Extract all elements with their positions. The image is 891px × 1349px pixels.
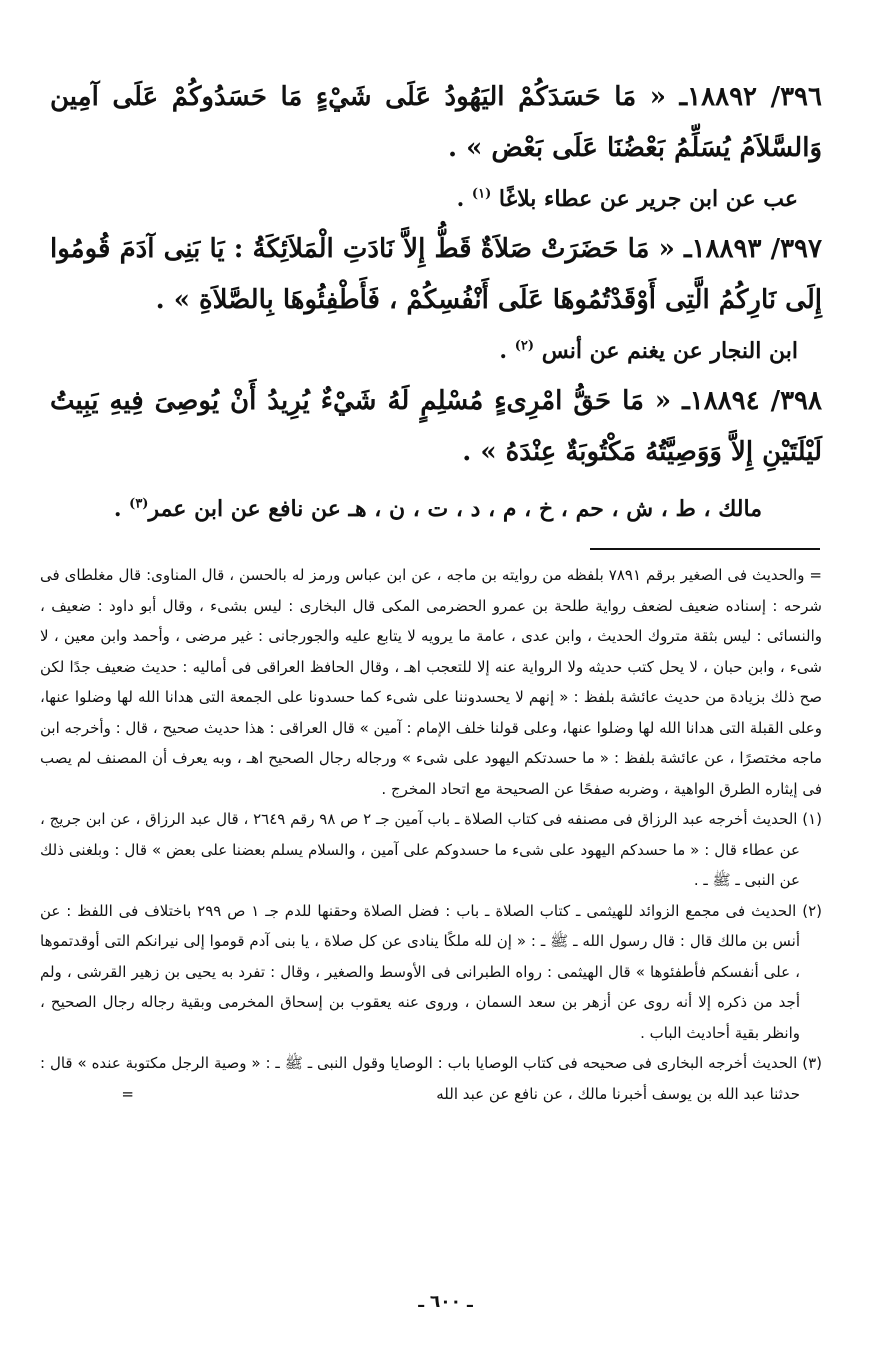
source-397-text: ابن النجار عن يغنم عن أنس bbox=[541, 338, 798, 364]
footnotes bbox=[40, 560, 822, 1109]
footnote-ref-3[interactable]: (٣) bbox=[129, 496, 149, 512]
hadith-body bbox=[50, 72, 822, 534]
hadith-396: ٣٩٦/ ١٨٨٩٢ـ « مَا حَسَدَكُمْ اليَهُودُ عَلَى شَيْءٍ مَا حَسَدُوكُمْ عَلَى آمِين وَالسَّلاَمُ يُسَلِّمُ بَعْضُنَا عَلَى بَعْض » . bbox=[50, 82, 822, 163]
footnote-1: (١) الحديث أخرجه عبد الرزاق فى مصنفه فى كتاب الصلاة ـ باب آمين جـ ٢ ص ٩٨ رقم ٢٦٤٩ ، قال عبد الرزاق ، عن ابن جريج ، عن عطاء قال : « ما حسدكم اليهود على شىء ما حسدوكم على آمين ، والسلام يسلم بعضنا على بعض » قال : وبلغنى ذلك عن النبى ـ ﷺ ـ . bbox=[40, 810, 823, 889]
footnote-2: (٢) الحديث فى مجمع الزوائد للهيثمى ـ كتاب الصلاة ـ باب : فضل الصلاة وحقنها للدم جـ ١ ص ٢٩٩ باختلاف فى اللفظ : عن أنس بن مالك قال : قال رسول الله ـ ﷺ ـ : « إن لله ملكًا ينادى عن كل صلاة ، يا بنى آدم قوموا إلى نيرانكم التى أوقدتموها ، على أنفسكم فأطفئوها » قال الهيثمى : رواه الطبرانى فى الأوسط والصغير ، وقال : تفرد به يحيى بن زهير القرشى ، ولم أجد من ذكره إلا أنه روى عن أزهر بن سعد السمان ، وروى عنه يعقوب بن إسحاق المخرمى وبقية رجاله رجال الصحيح ، وانظر بقية أحاديث الباب . bbox=[40, 901, 822, 1042]
hadith-398: ٣٩٨/ ١٨٨٩٤ـ « مَا حَقُّ امْرِىءٍ مُسْلِمٍ لَهُ شَيْءٌ يُرِيدُ أَنْ يُوصِىَ فِيهِ يَبِيتُ لَيْلَتَيْنِ إِلاَّ وَوَصِيَّتُهُ مَكْتُوبَةٌ عِنْدَهُ » . bbox=[50, 386, 822, 467]
hadith-397: ٣٩٧/ ١٨٨٩٣ـ « مَا حَضَرَتْ صَلاَةٌ قَطُّ إِلاَّ نَادَتِ الْمَلاَئِكَةُ : يَا بَنِى آدَمَ قُومُوا إِلَى نَارِكُمُ الَّتِى أَوْقَدْتُمُوهَا عَلَى أَنْفُسِكُمْ ، فَأَطْفِئُوهَا بِالصَّلاَةِ » . bbox=[50, 234, 822, 315]
source-396-text: عب عن ابن جرير عن عطاء بلاغًا bbox=[498, 186, 798, 212]
footnote-continuation: = والحديث فى الصغير برقم ٧٨٩١ بلفظه من روايته بن ماجه ، عن ابن عباس ورمز له بالحسن ، قال المناوى: قال مغلطاى فى شرحه : إسناده ضعيف لضعف رواية طلحة بن عمرو الحضرمى المكى قال البخارى : ليس بشىء ، وقال أبو داود : ضعيف ، والنسائى : ليس بثقة متروك الحديث ، وابن عدى ، عامة ما يرويه لا يتابع عليه والجورجانى : غير مرضى ، وأحمد وابن معين ، لا شىء ، وابن حبان ، لا يحل كتب حديثه ولا الرواية عنه إلا للتعجب اهـ ، وقال الحافظ العراقى فى أماليه : حديث ضعيف جدًا لكن صح ذلك بزيادة من حديث عائشة بلفظ : « إنهم لا يحسدوننا على شىء كما حسدونا على الجمعة التى هدانا الله لها وضلوا عنها، وعلى القبلة التى هدانا الله لها وضلوا عنها، وعلى قولنا خلف الإمام : آمين » قال العراقى : هذا حديث صحيح ، قال : وأخرجه ابن ماجه مختصرًا ، عن عائشة بلفظ : « ما حسدتكم اليهود على شىء » ورجاله رجال الصحيح اهـ ، وبه يعرف أن المصنف لم يصب فى إيثاره الطرق الواهية ، وضربه صفحًا عن الصحيحة مع اتحاد المخرج . bbox=[40, 566, 822, 798]
source-397: ابن النجار عن يغنم عن أنس $^{(٢)}$ . bbox=[499, 338, 798, 364]
source-398: مالك ، ط ، ش ، حم ، خ ، م ، د ، ت ، ن ، هـ عن نافع عن ابن عمر$^{(٣)}$ . bbox=[113, 496, 762, 522]
source-396: عب عن ابن جرير عن عطاء بلاغًا $^{(١)}$ . bbox=[456, 186, 798, 212]
footnote-3: (٣) الحديث أخرجه البخارى فى صحيحه فى كتاب الوصايا باب : الوصايا وقول النبى ـ ﷺ ـ : « وصية الرجل مكتوبة عنده » قال : حدثنا عبد الله بن يوسف أخبرنا مالك ، عن نافع عن عبد الله = bbox=[40, 1054, 822, 1103]
footnote-ref-2[interactable]: (٢) bbox=[514, 338, 535, 354]
source-398-text: مالك ، ط ، ش ، حم ، خ ، م ، د ، ت ، ن ، هـ عن نافع عن ابن عمر bbox=[148, 496, 762, 522]
page-number: ـ ٦٠٠ ـ bbox=[418, 1292, 473, 1312]
footnote-divider bbox=[590, 548, 820, 550]
footnote-3-text: (٣) الحديث أخرجه البخارى فى صحيحه فى كتاب الوصايا باب : الوصايا وقول النبى ـ ﷺ ـ : « وصية الرجل مكتوبة عنده » قال : حدثنا عبد الله بن يوسف أخبرنا مالك ، عن نافع عن عبد الله bbox=[40, 1054, 822, 1103]
footnote-ref-1[interactable]: (١) bbox=[471, 186, 492, 202]
